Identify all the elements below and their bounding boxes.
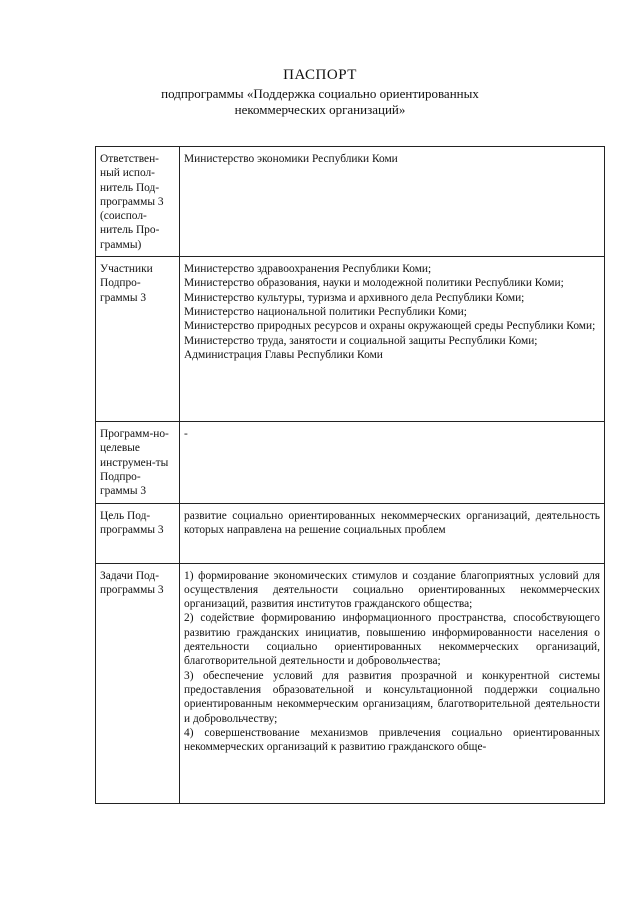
table-row [96,422,605,503]
row-value-responsible [180,147,605,257]
row-label-participants: Участники Подпро-граммы 3 [96,257,180,422]
value-line: 2) содействие формированию информационного пространства, способствующего развитию гражданских инициатив, повышению информированности населения о деятельности социально ориентированных некоммерческих организаций, благотворительной деятельности и добровольчества; [184,612,600,668]
row-value-goal [180,503,605,563]
row-label-goal: Цель Под-программы 3 [96,503,180,563]
row-value-tasks [180,563,605,803]
subtitle-line-1: подпрограммы «Поддержка социально ориентированных [161,86,479,101]
table-row [96,503,605,563]
row-value-instruments [180,422,605,503]
value-line: развитие социально ориентированных некоммерческих организаций, деятельность которых направлена на решение социальных проблем [184,509,600,536]
document-title: ПАСПОРТ [283,67,357,83]
value-line: 1) формирование экономических стимулов и создание благоприятных условий для осуществления деятельности социально ориентированных некоммерческих организаций, развития институтов гражданского общества; [184,569,600,611]
value-line: Министерство труда, занятости и социальной защиты Республики Коми; [184,334,538,347]
row-label-tasks: Задачи Под-программы 3 [96,563,180,803]
value-line: 3) обеспечение условий для развития прозрачной и конкурентной системы предоставления образовательной и консультационной поддержки социально ориентированным некоммерческим организациям, благотворительной деятельности и добровольчеству; [184,669,600,725]
value-line: Министерство национальной политики Республики Коми; [184,305,467,318]
row-label-instruments: Программ-но-целевые инструмен-ты Подпро-граммы 3 [96,422,180,503]
row-value-participants [180,257,605,422]
value-line: Министерство здравоохранения Республики Коми; [184,263,432,276]
passport-table [95,146,605,804]
subtitle-line-2: некоммерческих организаций» [234,102,406,117]
table-row [96,563,605,803]
value-line: 4) совершенствование механизмов привлечения социально ориентированных некоммерческих организаций к развитию гражданского обще- [184,726,600,754]
value-line: Министерство культуры, туризма и архивного дела Республики Коми; [184,291,525,304]
value-line: Администрация Главы Республики Коми [184,348,383,361]
document-header [0,66,640,118]
value-line: Министерство экономики Республики Коми [184,153,398,165]
document-subtitle [0,86,640,118]
value-line: - [184,428,188,441]
table-row [96,147,605,257]
value-line: Министерство природных ресурсов и охраны окружающей среды Республики Коми; [184,320,596,333]
row-label-responsible: Ответствен-ный испол-нитель Под-программы 3 (соиспол-нитель Про-граммы) [96,147,180,257]
table-row [96,257,605,422]
value-line: Министерство образования, науки и молодежной политики Республики Коми; [184,277,564,290]
